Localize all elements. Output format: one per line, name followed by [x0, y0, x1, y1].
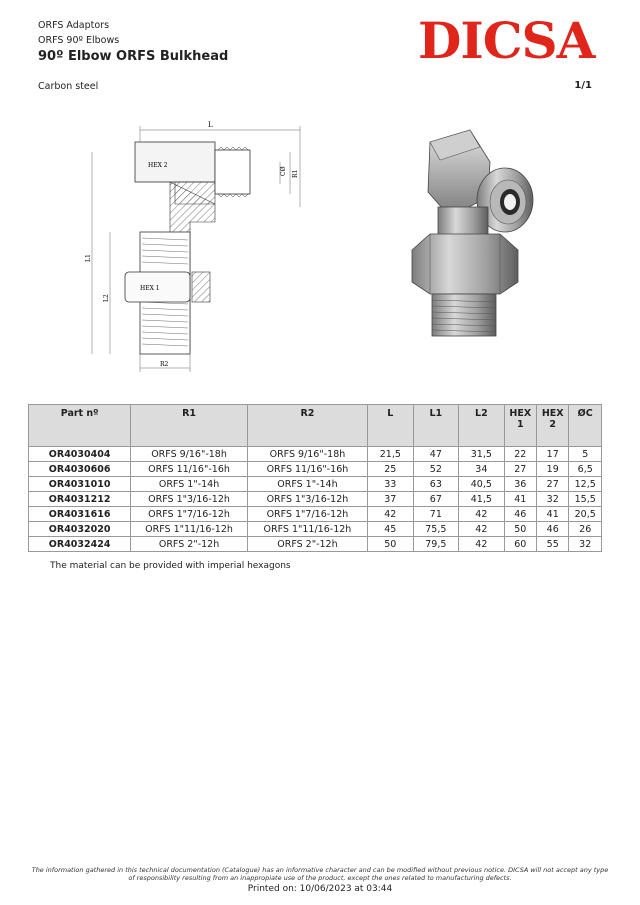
col-header: L — [368, 405, 414, 447]
col-header: Part nº — [29, 405, 131, 447]
table-cell: 75,5 — [413, 522, 459, 537]
table-row — [29, 507, 602, 522]
table-cell: 41 — [537, 507, 569, 522]
imperial-note: The material can be provided with imperial hexagons — [50, 561, 291, 571]
table-cell: ORFS 1"7/16-12h — [131, 507, 248, 522]
hex1-label: HEX 1 — [140, 285, 160, 292]
col-header: L1 — [413, 405, 459, 447]
table-cell: 79,5 — [413, 537, 459, 552]
part-number-cell: OR4030606 — [29, 462, 131, 477]
table-cell: 19 — [537, 462, 569, 477]
table-cell: 41 — [504, 492, 536, 507]
table-cell: ORFS 9/16"-18h — [131, 447, 248, 462]
table-cell: 50 — [368, 537, 414, 552]
part-number-cell: OR4031616 — [29, 507, 131, 522]
table-row — [29, 477, 602, 492]
table-cell: ORFS 1"-14h — [131, 477, 248, 492]
table-cell: 46 — [504, 507, 536, 522]
table-cell: 32 — [569, 537, 602, 552]
table-cell: 22 — [504, 447, 536, 462]
col-header: HEX 2 — [537, 405, 569, 447]
breadcrumb-subcategory: ORFS 90º Elbows — [38, 35, 120, 46]
col-header: R1 — [131, 405, 248, 447]
dim-L2-label: L2 — [103, 294, 110, 302]
disclaimer: The information gathered in this technical documentation (Catalogue) has an informative character and can be modified without previous notice. DICSA will not accept any type of responsibility resulting from an inappropiate use of the product, except the ones related to manufacturing defects. — [31, 866, 609, 882]
table-cell: ORFS 9/16"-18h — [247, 447, 367, 462]
hex2-label: HEX 2 — [148, 162, 168, 169]
table-cell: 40,5 — [459, 477, 505, 492]
material-label: Carbon steel — [38, 81, 99, 92]
table-cell: 55 — [537, 537, 569, 552]
table-cell: 31,5 — [459, 447, 505, 462]
table-cell: ORFS 11/16"-16h — [131, 462, 248, 477]
table-row — [29, 447, 602, 462]
table-cell: 17 — [537, 447, 569, 462]
table-row — [29, 462, 602, 477]
table-cell: 42 — [459, 522, 505, 537]
specifications-table — [28, 404, 602, 552]
table-cell: 37 — [368, 492, 414, 507]
table-cell: 5 — [569, 447, 602, 462]
table-cell: 21,5 — [368, 447, 414, 462]
table-cell: 36 — [504, 477, 536, 492]
part-number-cell: OR4032424 — [29, 537, 131, 552]
page-title: 90º Elbow ORFS Bulkhead — [38, 49, 229, 64]
product-render — [400, 122, 550, 342]
table-cell: 33 — [368, 477, 414, 492]
table-cell: 71 — [413, 507, 459, 522]
table-cell: 52 — [413, 462, 459, 477]
dim-R1-label: R1 — [292, 169, 299, 178]
col-header: R2 — [247, 405, 367, 447]
table-cell: 42 — [459, 537, 505, 552]
table-cell: ORFS 1"3/16-12h — [247, 492, 367, 507]
table-cell: 15,5 — [569, 492, 602, 507]
table-cell: ORFS 2"-12h — [131, 537, 248, 552]
part-number-cell: OR4031212 — [29, 492, 131, 507]
col-header: ØC — [569, 405, 602, 447]
table-cell: ORFS 1"7/16-12h — [247, 507, 367, 522]
table-cell: ORFS 1"11/16-12h — [131, 522, 248, 537]
table-cell: ORFS 2"-12h — [247, 537, 367, 552]
breadcrumb-category: ORFS Adaptors — [38, 20, 110, 31]
technical-drawing — [80, 112, 320, 377]
table-cell: 32 — [537, 492, 569, 507]
table-cell: ORFS 11/16"-16h — [247, 462, 367, 477]
table-cell: ORFS 1"-14h — [247, 477, 367, 492]
table-cell: 42 — [368, 507, 414, 522]
table-cell: 12,5 — [569, 477, 602, 492]
dim-L1-label: L1 — [85, 254, 92, 262]
table-cell: 34 — [459, 462, 505, 477]
table-cell: 20,5 — [569, 507, 602, 522]
part-number-cell: OR4031010 — [29, 477, 131, 492]
table-cell: 60 — [504, 537, 536, 552]
part-number-cell: OR4032020 — [29, 522, 131, 537]
table-cell: 47 — [413, 447, 459, 462]
table-header-row — [29, 405, 602, 447]
dim-L-label: L — [208, 121, 213, 129]
col-header: L2 — [459, 405, 505, 447]
table-cell: 67 — [413, 492, 459, 507]
printed-date: Printed on: 10/06/2023 at 03:44 — [247, 884, 393, 894]
part-number-cell: OR4030404 — [29, 447, 131, 462]
table-cell: 42 — [459, 507, 505, 522]
dim-R2-label: R2 — [160, 361, 169, 368]
table-cell: 45 — [368, 522, 414, 537]
page-number: 1/1 — [574, 80, 592, 91]
table-cell: 50 — [504, 522, 536, 537]
table-row — [29, 492, 602, 507]
table-cell: 46 — [537, 522, 569, 537]
dim-C-label: CØ — [280, 166, 287, 176]
table-cell: ORFS 1"11/16-12h — [247, 522, 367, 537]
table-cell: 41,5 — [459, 492, 505, 507]
table-cell: 27 — [537, 477, 569, 492]
dicsa-logo: DICSA — [418, 11, 595, 70]
col-header: HEX 1 — [504, 405, 536, 447]
table-cell: 26 — [569, 522, 602, 537]
table-cell: 25 — [368, 462, 414, 477]
table-row — [29, 522, 602, 537]
table-cell: 63 — [413, 477, 459, 492]
table-cell: ORFS 1"3/16-12h — [131, 492, 248, 507]
table-cell: 27 — [504, 462, 536, 477]
table-cell: 6,5 — [569, 462, 602, 477]
table-row — [29, 537, 602, 552]
